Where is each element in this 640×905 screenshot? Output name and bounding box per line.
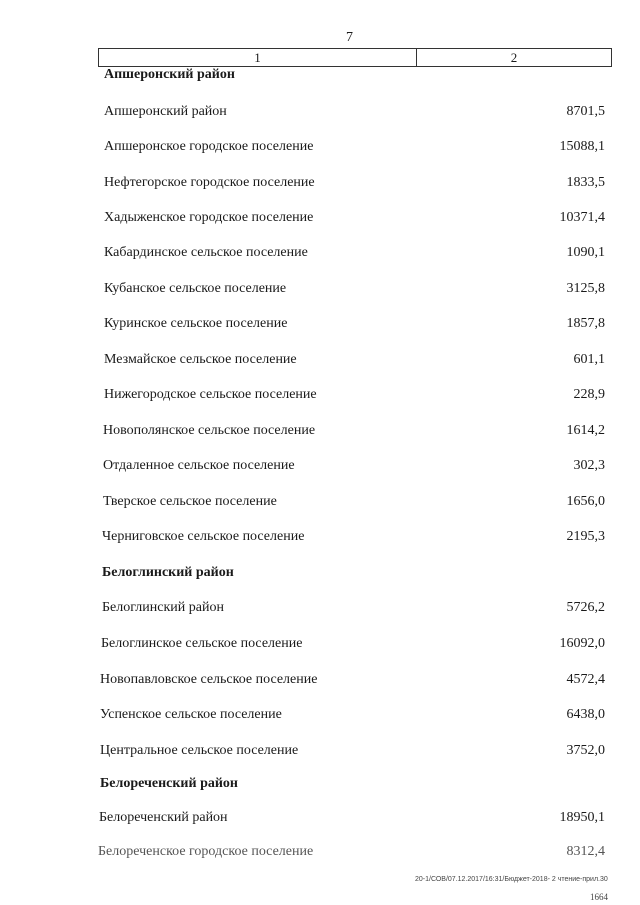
row-name: Тверское сельское поселение [103, 494, 277, 509]
table-row [0, 104, 640, 124]
document-stamp: 20-1/СОВ/07.12.2017/16:31/Бюджет-2018- 2 чтение-прил.30 [415, 876, 608, 883]
row-value: 8701,5 [566, 104, 605, 119]
row-value: 1857,8 [566, 316, 605, 331]
row-name: Новополянское сельское поселение [103, 423, 316, 438]
column-1-header: 1 [99, 49, 417, 66]
table-row [0, 139, 640, 159]
row-name: Черниговское сельское поселение [102, 529, 305, 544]
footer-number: 1664 [590, 892, 608, 902]
table-row [0, 387, 640, 407]
row-name: Кабардинское сельское поселение [104, 245, 308, 260]
row-name: Нефтегорское городское поселение [104, 175, 315, 190]
section-heading: Апшеронский район [104, 67, 235, 82]
row-name: Новопавловское сельское поселение [100, 672, 318, 687]
row-value: 1833,5 [566, 175, 605, 190]
row-name: Апшеронский район [104, 104, 227, 119]
table-row [0, 316, 640, 336]
table-row [0, 672, 640, 692]
row-value: 228,9 [573, 387, 605, 402]
row-name: Центральное сельское поселение [100, 743, 299, 758]
table-row [0, 423, 640, 443]
table-row [0, 844, 640, 864]
table-row [0, 707, 640, 727]
row-name: Мезмайское сельское поселение [104, 352, 297, 367]
row-value: 302,3 [573, 458, 605, 473]
row-value: 6438,0 [566, 707, 605, 722]
row-value: 5726,2 [566, 600, 605, 615]
row-value: 8312,4 [566, 844, 605, 859]
row-value: 1090,1 [566, 245, 605, 260]
row-value: 18950,1 [559, 810, 605, 825]
table-row [0, 175, 640, 195]
row-name: Куринское сельское поселение [104, 316, 288, 331]
page-number: 7 [346, 30, 353, 45]
table-row [0, 352, 640, 372]
table-row [0, 636, 640, 656]
table-row [0, 210, 640, 230]
table-row [0, 810, 640, 830]
table-row [0, 494, 640, 514]
row-name: Отдаленное сельское поселение [103, 458, 295, 473]
column-2-header: 2 [510, 50, 518, 65]
row-name: Кубанское сельское поселение [104, 281, 287, 296]
row-name: Белореченский район [99, 810, 228, 825]
row-value: 1614,2 [566, 423, 605, 438]
row-value: 10371,4 [559, 210, 605, 225]
section-heading: Белоглинский район [102, 565, 234, 580]
table-row [0, 458, 640, 478]
row-name: Успенское сельское поселение [100, 707, 282, 722]
section-heading: Белореченский район [100, 776, 238, 791]
row-value: 2195,3 [566, 529, 605, 544]
row-value: 3752,0 [566, 743, 605, 758]
table-row [0, 743, 640, 763]
row-value: 15088,1 [559, 139, 605, 154]
row-value: 1656,0 [566, 494, 605, 509]
row-value: 4572,4 [566, 672, 605, 687]
row-name: Апшеронское городское поселение [104, 139, 314, 154]
row-value: 3125,8 [566, 281, 605, 296]
row-name: Хадыженское городское поселение [104, 210, 314, 225]
table-row [0, 529, 640, 549]
row-name: Нижегородское сельское поселение [104, 387, 317, 402]
table-row [0, 600, 640, 620]
row-name: Белоглинское сельское поселение [101, 636, 303, 651]
table-row [0, 245, 640, 265]
row-value: 601,1 [573, 352, 605, 367]
row-name: Белоглинский район [102, 600, 224, 615]
row-value: 16092,0 [559, 636, 605, 651]
table-header [98, 48, 612, 67]
row-name: Белореченское городское поселение [98, 844, 314, 859]
table-row [0, 281, 640, 301]
